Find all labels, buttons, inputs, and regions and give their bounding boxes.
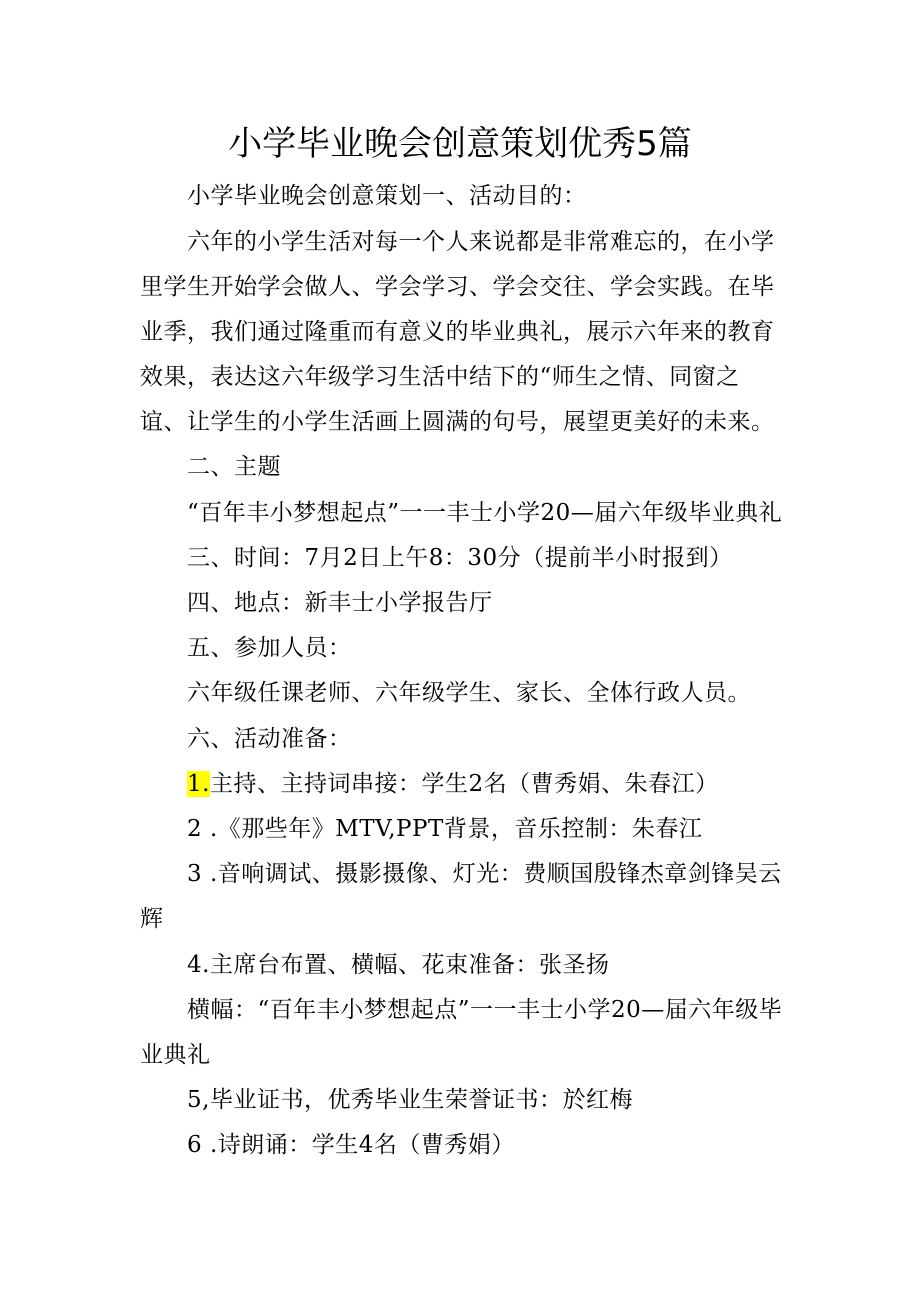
section-heading: 六、活动准备： [187,726,352,752]
paragraph-line: 效果，表达这六年级学习生活中结下的“师生之情、同窗之 [140,364,740,390]
list-item: 6 .诗朗诵：学生4名（曹秀娟） [187,1132,515,1158]
paragraph-line: 横幅：“百年丰小梦想起点”一一丰士小学20—届六年级毕 [187,997,783,1023]
paragraph-line: 业季，我们通过隆重而有意义的毕业典礼，展示六年来的教育 [140,319,775,345]
section-heading: 五、参加人员： [187,635,352,661]
paragraph-line: 六年的小学生活对每一个人来说都是非常难忘的，在小学 [187,229,775,255]
paragraph-line: 三、时间：7月2日上午8：30分（提前半小时报到） [187,545,733,571]
list-item-text: 主持、主持词串接：学生2名（曹秀娟、朱春江） [209,771,719,797]
paragraph-line: 六年级任课老师、六年级学生、家长、全体行政人员。 [187,680,751,706]
list-item [187,768,719,800]
section-heading: 二、主题 [187,454,281,480]
paragraph-line: “百年丰小梦想起点”一一丰士小学20—届六年级毕业典礼 [187,500,783,526]
paragraph-line: 小学毕业晚会创意策划一、活动目的： [187,183,587,209]
paragraph-line: 里学生开始学会做人、学会学习、学会交往、学会实践。在毕 [140,274,775,300]
highlighted-list-marker: 1. [187,771,210,797]
document-title: 小学毕业晚会创意策划优秀5篇 [228,124,692,164]
paragraph-line: 谊、让学生的小学生活画上圆满的句号，展望更美好的未来。 [140,409,775,435]
paragraph-line: 辉 [140,906,164,932]
list-item: 4.主席台布置、横幅、花束准备：张圣扬 [187,952,610,978]
list-item: 2 .《那些年》MTV,PPT背景，音乐控制：朱春江 [187,816,703,842]
paragraph-line: 业典礼 [140,1042,211,1068]
list-item: 3 .音响调试、摄影摄像、灯光：费顺国殷锋杰章剑锋吴云 [187,861,782,887]
paragraph-line: 四、地点：新丰士小学报告厅 [187,590,493,616]
list-item: 5,毕业证书，优秀毕业生荣誉证书：於红梅 [187,1087,633,1113]
